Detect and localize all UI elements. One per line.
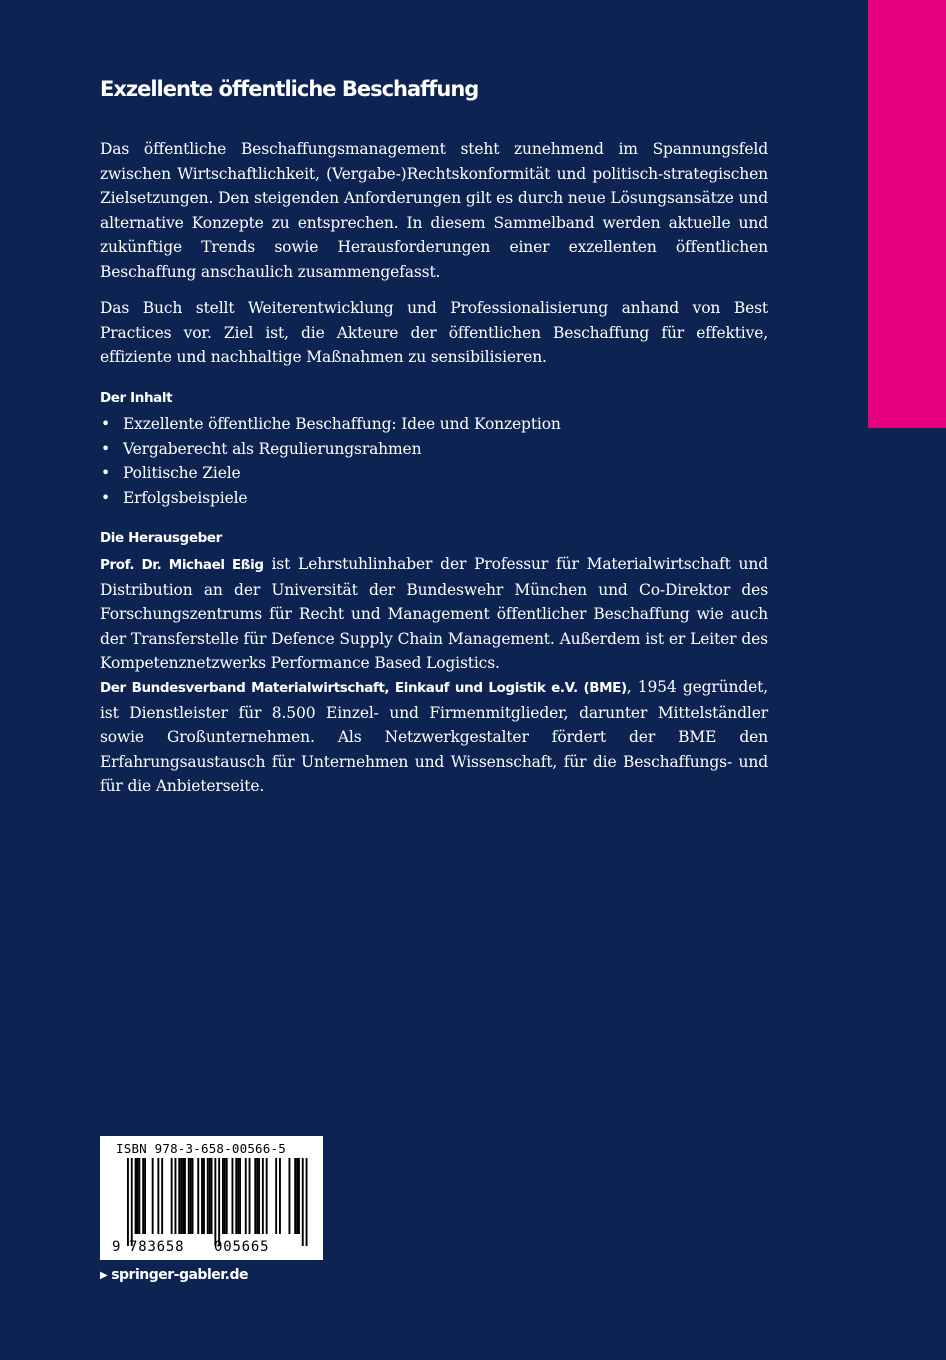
barcode-bar (142, 1158, 144, 1234)
barcode-bar (184, 1158, 186, 1234)
barcode-bar (171, 1158, 173, 1234)
ean-group-right: 005665 (214, 1239, 270, 1255)
bullet-icon: • (101, 439, 110, 458)
barcode-bar (262, 1158, 264, 1234)
ean-lead-digit: 9 (112, 1239, 121, 1255)
list-item-text: Vergaberecht als Regulierungsrahmen (123, 439, 422, 458)
barcode-bar (239, 1158, 241, 1234)
barcode-bar (138, 1158, 140, 1234)
bullet-icon: • (101, 415, 110, 433)
right-triangle-icon: ▶ (100, 1270, 108, 1281)
list-item-text: Erfolgsbeispiele (123, 488, 248, 507)
list-item (100, 412, 768, 437)
barcode-bar (294, 1158, 296, 1234)
editor-text-bme: , 1954 gegründet, ist Dienstleister für 8.500 Einzel- und Firmenmitglieder, darunter Mittelständler sowie Großunternehmen. Als Netzwerkgestalter fördert der BME den Erfahrungsaustausch für Unternehmen und Wissenschaft, für die Beschaffungs- und für die Anbieterseite. (100, 678, 768, 796)
barcode-bar (224, 1158, 226, 1234)
barcode-bar (131, 1158, 133, 1246)
website-url: springer-gabler.de (111, 1267, 248, 1283)
barcode-bar (245, 1158, 247, 1234)
barcode-bar (256, 1158, 258, 1234)
ean-group-left: 783658 (129, 1239, 185, 1255)
barcode-bar (232, 1158, 234, 1234)
list-item-text: Exzellente öffentliche Beschaffung: Idee und Konzeption (123, 415, 561, 433)
barcode-bar (178, 1158, 180, 1234)
barcode-bar (275, 1158, 277, 1234)
editor-name-essig: Prof. Dr. Michael Eßig (100, 557, 264, 573)
barcode-bar (237, 1158, 239, 1234)
barcode-bar (180, 1158, 182, 1234)
editor-name-bme: Der Bundesverband Materialwirtschaft, Einkauf und Logistik e.V. (BME) (100, 680, 627, 696)
barcode-bar (298, 1158, 300, 1234)
barcode-bar (192, 1158, 194, 1234)
list-item (100, 486, 768, 511)
list-item-text: Politische Ziele (123, 464, 241, 483)
barcode-bar (302, 1158, 304, 1246)
barcode-bar (197, 1158, 199, 1234)
isbn-barcode (100, 1136, 323, 1260)
editor-bio-essig (100, 552, 768, 676)
contents-list (100, 412, 768, 510)
accent-bar (868, 0, 946, 428)
intro-paragraph-1: Das öffentliche Beschaffungsmanagement steht zunehmend im Spannungsfeld zwischen Wirtschaftlichkeit, (Vergabe-)Rechtskonformität und politisch-strategischen Zielsetzungen. Den steigenden Anforderungen gilt es durch neue Lösungsansätze und alternative Konzepte zu entsprechen. In diesem Sammelband werden aktuelle und zukünftige Trends sowie Herausforderungen einer exzellenten öffentlichen Beschaffung anschaulich zusammengefasst. (100, 140, 768, 281)
editors-heading: Die Herausgeber (100, 530, 222, 546)
editor-bio-bme (100, 675, 768, 799)
barcode-bar (135, 1158, 137, 1234)
publisher-website[interactable] (100, 1264, 248, 1287)
barcode-bar (222, 1158, 224, 1234)
barcode-bar (214, 1158, 216, 1246)
barcode-bar (254, 1158, 256, 1234)
barcode-bar (266, 1158, 268, 1234)
barcode-bar (249, 1158, 251, 1234)
isbn-label: ISBN 978-3-658-00566-5 (116, 1141, 286, 1156)
barcode-bar (226, 1158, 228, 1234)
barcode-bar (137, 1158, 139, 1234)
barcode-bar (201, 1158, 203, 1234)
barcode-bar (258, 1158, 260, 1234)
barcode-bar (211, 1158, 213, 1234)
barcode-bar (127, 1158, 129, 1246)
barcode-bar (296, 1158, 298, 1234)
list-item (100, 461, 768, 486)
barcode-bar (190, 1158, 192, 1234)
barcode-bar (203, 1158, 205, 1234)
barcode-bar (175, 1158, 177, 1234)
barcode-bar (182, 1158, 184, 1234)
barcode-bar (209, 1158, 211, 1234)
barcode-bar (157, 1158, 159, 1234)
barcode-bar (188, 1158, 190, 1234)
editor-text-essig: ist Lehrstuhlinhaber der Professur für Materialwirtschaft und Distribution an der Universität der Bundeswehr München und Co-Direktor des Forschungszentrums für Recht und Management öffentlicher Beschaffung wie auch der Transferstelle für Defence Supply Chain Management. Außerdem ist er Leiter des Kompetenznetzwerks Performance Based Logistics. (100, 555, 768, 673)
intro-paragraph-2: Das Buch stellt Weiterentwicklung und Professionalisierung anhand von Best Practices vor. Ziel ist, die Akteure der öffentlichen Beschaffung für effektive, effiziente und nachhaltige Maßnahmen zu sensibilisieren. (100, 299, 768, 367)
barcode-bar (207, 1158, 209, 1234)
bullet-icon: • (101, 464, 110, 483)
contents-heading: Der Inhalt (100, 390, 173, 406)
barcode-bar (235, 1158, 237, 1234)
barcode-bar (306, 1158, 308, 1246)
barcode-bar (161, 1158, 163, 1234)
barcode-bar (218, 1158, 220, 1246)
barcode-bar (289, 1158, 291, 1234)
barcode-bar (279, 1158, 281, 1234)
bullet-icon: • (101, 488, 110, 507)
book-title: Exzellente öffentliche Beschaffung (100, 77, 479, 101)
list-item (100, 437, 768, 462)
barcode-bar (152, 1158, 154, 1234)
barcode-bar (144, 1158, 146, 1234)
